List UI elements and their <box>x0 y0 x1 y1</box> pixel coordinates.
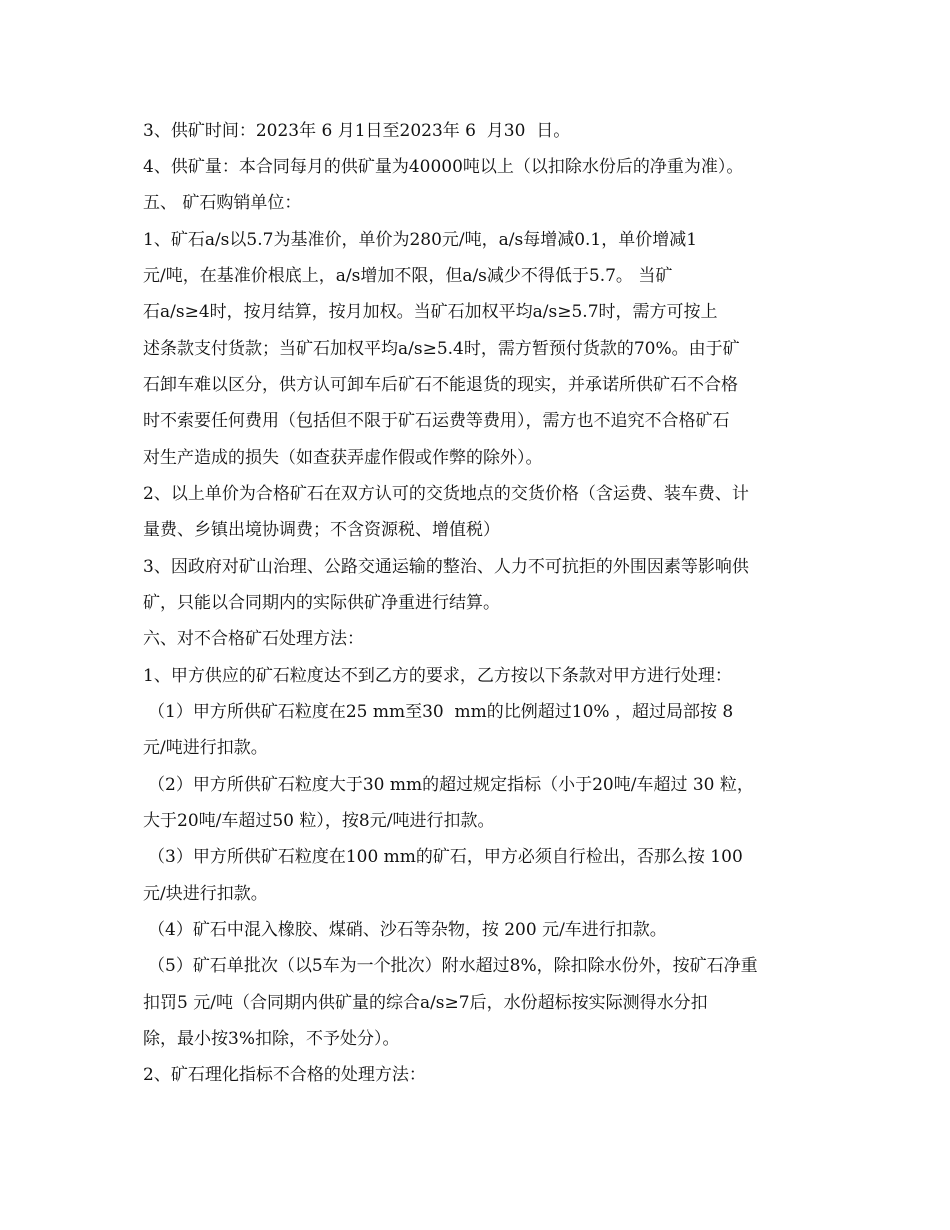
text-line: 元/吨进行扣款。 <box>143 738 268 758</box>
text-line: 时不索要任何费用（包括但不限于矿石运费等费用），需方也不追究不合格矿石 <box>143 411 730 431</box>
text-line: 矿，只能以合同期内的实际供矿净重进行结算。 <box>143 593 500 613</box>
text-line: 扣罚5 元/吨（合同期内供矿量的综合a/s≥7后，水份超标按实际测得水分扣 <box>143 993 708 1013</box>
text-line: 量费、乡镇出境协调费；不含资源税、增值税） <box>143 520 500 540</box>
text-line: 4、供矿量：本合同每月的供矿量为40000吨以上（以扣除水份后的净重为准）。 <box>143 157 744 177</box>
text-line: 3、因政府对矿山治理、公路交通运输的整治、人力不可抗拒的外围因素等影响供 <box>143 557 749 577</box>
text-line: 3、供矿时间：2023年 6 月1日至2023年 6 月30 日。 <box>143 121 571 141</box>
section-heading: 五、 矿石购销单位： <box>143 193 302 213</box>
text-line: 2、以上单价为合格矿石在双方认可的交货地点的交货价格（含运费、装车费、计 <box>143 484 749 504</box>
text-line: 大于20吨/车超过50 粒），按8元/吨进行扣款。 <box>143 811 495 831</box>
text-line: 元/块进行扣款。 <box>143 884 268 904</box>
text-line: 石a/s≥4时，按月结算，按月加权。当矿石加权平均a/s≥5.7时，需方可按上 <box>143 302 718 322</box>
text-line: 元/吨，在基准价根底上，a/s增加不限，但a/s减少不得低于5.7。 当矿 <box>143 266 673 286</box>
text-line: 述条款支付货款；当矿石加权平均a/s≥5.4时，需方暂预付货款的70%。由于矿 <box>143 339 740 359</box>
text-line: （5）矿石单批次（以5车为一个批次）附水超过8%，除扣除水份外，按矿石净重 <box>148 956 758 976</box>
text-line: （1）甲方所供矿石粒度在25 mm至30 mm的比例超过10% ，超过局部按 8 <box>148 702 734 722</box>
text-line: （3）甲方所供矿石粒度在100 mm的矿石，甲方必须自行检出，否那么按 100 <box>148 847 743 867</box>
text-line: 除，最小按3%扣除，不予处分）。 <box>143 1029 400 1049</box>
section-heading: 六、对不合格矿石处理方法： <box>143 629 364 649</box>
text-line: 石卸车难以区分，供方认可卸车后矿石不能退货的现实，并承诺所供矿石不合格 <box>143 375 738 395</box>
text-line: （2）甲方所供矿石粒度大于30 mm的超过规定指标（小于20吨/车超过 30 粒， <box>148 775 754 795</box>
text-line: （4）矿石中混入橡胶、煤硝、沙石等杂物，按 200 元/车进行扣款。 <box>148 920 667 940</box>
text-line: 1、甲方供应的矿石粒度达不到乙方的要求，乙方按以下条款对甲方进行处理： <box>143 666 732 686</box>
text-line: 1、矿石a/s以5.7为基准价，单价为280元/吨，a/s每增减0.1，单价增减1 <box>143 230 698 250</box>
text-line: 2、矿石理化指标不合格的处理方法： <box>143 1065 426 1085</box>
text-line: 对生产造成的损失（如查获弄虚作假或作弊的除外）。 <box>143 448 543 468</box>
